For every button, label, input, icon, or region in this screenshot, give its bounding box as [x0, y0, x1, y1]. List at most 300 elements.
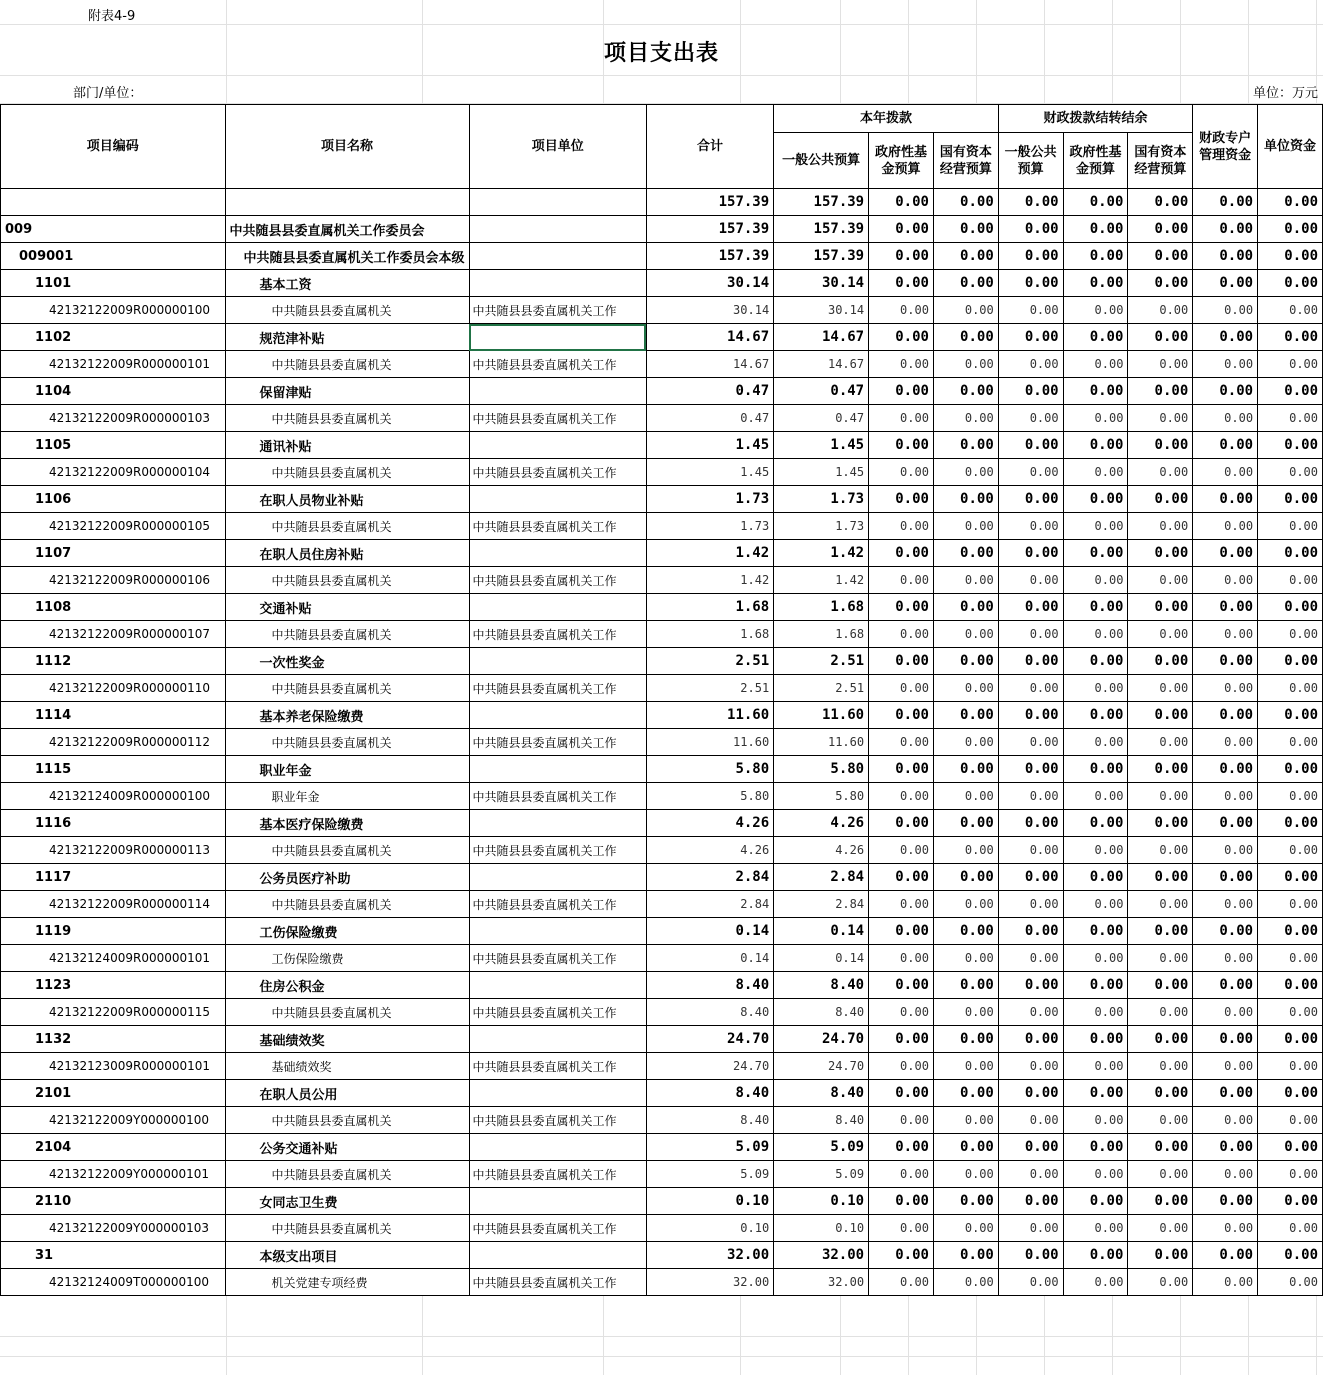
cell-project-code[interactable]: 2110: [1, 1188, 226, 1215]
cell-carry-state[interactable]: 0.00: [1128, 1161, 1193, 1188]
cell-unit-fund[interactable]: 0.00: [1258, 1242, 1323, 1269]
cell-cur-state[interactable]: 0.00: [933, 270, 998, 297]
header-current-general-budget[interactable]: 一般公共预算: [774, 133, 869, 189]
cell-unit-fund[interactable]: 0.00: [1258, 810, 1323, 837]
cell-cur-general[interactable]: 24.70: [774, 1053, 869, 1080]
cell-project-code[interactable]: 42132122009Y000000103: [1, 1215, 226, 1242]
cell-carry-state[interactable]: 0.00: [1128, 891, 1193, 918]
cell-carry-general[interactable]: 0.00: [998, 405, 1063, 432]
cell-cur-general[interactable]: 8.40: [774, 1080, 869, 1107]
cell-carry-state[interactable]: 0.00: [1128, 1026, 1193, 1053]
cell-project-code[interactable]: 1132: [1, 1026, 226, 1053]
header-carry-general-budget[interactable]: 一般公共预算: [998, 133, 1063, 189]
cell-carry-state[interactable]: 0.00: [1128, 783, 1193, 810]
cell-project-name[interactable]: 中共随县县委直属机关: [225, 1161, 469, 1188]
cell-carry-state[interactable]: 0.00: [1128, 1269, 1193, 1296]
cell-carry-state[interactable]: 0.00: [1128, 405, 1193, 432]
cell-cur-general[interactable]: 1.45: [774, 432, 869, 459]
cell-cur-fund[interactable]: 0.00: [869, 837, 934, 864]
cell-carry-state[interactable]: 0.00: [1128, 621, 1193, 648]
cell-carry-state[interactable]: 0.00: [1128, 648, 1193, 675]
cell-special[interactable]: 0.00: [1193, 594, 1258, 621]
cell-cur-fund[interactable]: 0.00: [869, 783, 934, 810]
cell-carry-state[interactable]: 0.00: [1128, 378, 1193, 405]
page-title[interactable]: 项目支出表: [603, 40, 719, 66]
cell-carry-state[interactable]: 0.00: [1128, 297, 1193, 324]
cell-carry-state[interactable]: 0.00: [1128, 1188, 1193, 1215]
cell-project-name[interactable]: 基本工资: [225, 270, 469, 297]
cell-project-unit[interactable]: [469, 270, 646, 297]
cell-carry-general[interactable]: 0.00: [998, 648, 1063, 675]
cell-carry-fund[interactable]: 0.00: [1063, 567, 1128, 594]
cell-cur-state[interactable]: 0.00: [933, 675, 998, 702]
cell-cur-fund[interactable]: 0.00: [869, 1161, 934, 1188]
cell-carry-general[interactable]: 0.00: [998, 513, 1063, 540]
cell-carry-state[interactable]: 0.00: [1128, 729, 1193, 756]
cell-cur-state[interactable]: 0.00: [933, 621, 998, 648]
cell-project-code[interactable]: 42132122009R000000110: [1, 675, 226, 702]
cell-total[interactable]: 5.09: [646, 1134, 773, 1161]
cell-carry-general[interactable]: 0.00: [998, 1215, 1063, 1242]
cell-cur-fund[interactable]: 0.00: [869, 999, 934, 1026]
cell-project-unit[interactable]: [469, 486, 646, 513]
header-group-current-year[interactable]: 本年拨款: [774, 105, 999, 133]
cell-project-name[interactable]: 基本医疗保险缴费: [225, 810, 469, 837]
cell-cur-fund[interactable]: 0.00: [869, 1053, 934, 1080]
cell-carry-fund[interactable]: 0.00: [1063, 891, 1128, 918]
cell-project-code[interactable]: 42132122009R000000107: [1, 621, 226, 648]
cell-cur-fund[interactable]: 0.00: [869, 945, 934, 972]
cell-project-name[interactable]: 中共随县县委直属机关: [225, 891, 469, 918]
cell-cur-state[interactable]: 0.00: [933, 540, 998, 567]
cell-project-code[interactable]: 42132122009R000000101: [1, 351, 226, 378]
cell-project-unit[interactable]: [469, 756, 646, 783]
cell-total[interactable]: 1.42: [646, 567, 773, 594]
cell-project-unit[interactable]: 中共随县县委直属机关工作: [469, 837, 646, 864]
cell-special[interactable]: 0.00: [1193, 972, 1258, 999]
cell-project-unit[interactable]: 中共随县县委直属机关工作: [469, 729, 646, 756]
cell-project-name[interactable]: 在职人员物业补贴: [225, 486, 469, 513]
cell-carry-general[interactable]: 0.00: [998, 756, 1063, 783]
cell-project-name[interactable]: 中共随县县委直属机关: [225, 675, 469, 702]
cell-cur-fund[interactable]: 0.00: [869, 567, 934, 594]
cell-carry-general[interactable]: 0.00: [998, 540, 1063, 567]
cell-project-unit[interactable]: 中共随县县委直属机关工作: [469, 1107, 646, 1134]
cell-project-unit[interactable]: [469, 1026, 646, 1053]
cell-cur-general[interactable]: 0.14: [774, 945, 869, 972]
cell-cur-fund[interactable]: 0.00: [869, 756, 934, 783]
cell-special[interactable]: 0.00: [1193, 378, 1258, 405]
cell-project-name[interactable]: 通讯补贴: [225, 432, 469, 459]
cell-cur-general[interactable]: 24.70: [774, 1026, 869, 1053]
cell-cur-fund[interactable]: 0.00: [869, 1134, 934, 1161]
cell-special[interactable]: 0.00: [1193, 1107, 1258, 1134]
cell-carry-fund[interactable]: 0.00: [1063, 756, 1128, 783]
cell-project-name[interactable]: 公务员医疗补助: [225, 864, 469, 891]
cell-cur-fund[interactable]: 0.00: [869, 972, 934, 999]
cell-special[interactable]: 0.00: [1193, 1188, 1258, 1215]
cell-unit-fund[interactable]: 0.00: [1258, 621, 1323, 648]
cell-project-unit[interactable]: 中共随县县委直属机关工作: [469, 405, 646, 432]
cell-carry-state[interactable]: 0.00: [1128, 486, 1193, 513]
cell-unit-fund[interactable]: 0.00: [1258, 675, 1323, 702]
cell-cur-general[interactable]: 4.26: [774, 810, 869, 837]
cell-project-code[interactable]: 1108: [1, 594, 226, 621]
cell-special[interactable]: 0.00: [1193, 837, 1258, 864]
cell-carry-fund[interactable]: 0.00: [1063, 1053, 1128, 1080]
cell-total[interactable]: 1.73: [646, 486, 773, 513]
cell-carry-state[interactable]: 0.00: [1128, 459, 1193, 486]
cell-cur-fund[interactable]: 0.00: [869, 1269, 934, 1296]
cell-carry-general[interactable]: 0.00: [998, 999, 1063, 1026]
cell-carry-fund[interactable]: 0.00: [1063, 675, 1128, 702]
cell-cur-state[interactable]: 0.00: [933, 1053, 998, 1080]
cell-project-code[interactable]: [1, 189, 226, 216]
cell-unit-fund[interactable]: 0.00: [1258, 540, 1323, 567]
cell-carry-general[interactable]: 0.00: [998, 1026, 1063, 1053]
cell-carry-general[interactable]: 0.00: [998, 594, 1063, 621]
cell-carry-general[interactable]: 0.00: [998, 783, 1063, 810]
cell-carry-fund[interactable]: 0.00: [1063, 297, 1128, 324]
cell-cur-fund[interactable]: 0.00: [869, 810, 934, 837]
cell-carry-state[interactable]: 0.00: [1128, 675, 1193, 702]
cell-cur-general[interactable]: 2.51: [774, 675, 869, 702]
cell-project-unit[interactable]: 中共随县县委直属机关工作: [469, 783, 646, 810]
header-carry-fund-budget[interactable]: 政府性基金预算: [1063, 133, 1128, 189]
cell-project-name[interactable]: 基本养老保险缴费: [225, 702, 469, 729]
cell-special[interactable]: 0.00: [1193, 1053, 1258, 1080]
cell-cur-fund[interactable]: 0.00: [869, 270, 934, 297]
cell-cur-general[interactable]: 5.09: [774, 1161, 869, 1188]
cell-special[interactable]: 0.00: [1193, 1161, 1258, 1188]
cell-carry-fund[interactable]: 0.00: [1063, 648, 1128, 675]
cell-unit-fund[interactable]: 0.00: [1258, 729, 1323, 756]
cell-project-name[interactable]: 在职人员公用: [225, 1080, 469, 1107]
cell-cur-fund[interactable]: 0.00: [869, 351, 934, 378]
cell-cur-fund[interactable]: 0.00: [869, 864, 934, 891]
cell-unit-fund[interactable]: 0.00: [1258, 783, 1323, 810]
cell-cur-state[interactable]: 0.00: [933, 864, 998, 891]
cell-total[interactable]: 2.84: [646, 891, 773, 918]
cell-carry-fund[interactable]: 0.00: [1063, 810, 1128, 837]
cell-cur-general[interactable]: 1.42: [774, 567, 869, 594]
cell-project-unit[interactable]: 中共随县县委直属机关工作: [469, 675, 646, 702]
cell-special[interactable]: 0.00: [1193, 1269, 1258, 1296]
cell-project-code[interactable]: 1107: [1, 540, 226, 567]
cell-carry-general[interactable]: 0.00: [998, 486, 1063, 513]
cell-carry-fund[interactable]: 0.00: [1063, 594, 1128, 621]
cell-cur-state[interactable]: 0.00: [933, 918, 998, 945]
cell-cur-general[interactable]: 0.10: [774, 1215, 869, 1242]
cell-project-code[interactable]: 42132122009R000000114: [1, 891, 226, 918]
cell-cur-fund[interactable]: 0.00: [869, 540, 934, 567]
cell-carry-fund[interactable]: 0.00: [1063, 216, 1128, 243]
cell-cur-fund[interactable]: 0.00: [869, 675, 934, 702]
cell-cur-general[interactable]: 5.09: [774, 1134, 869, 1161]
cell-carry-general[interactable]: 0.00: [998, 1242, 1063, 1269]
cell-total[interactable]: 157.39: [646, 189, 773, 216]
cell-project-unit[interactable]: 中共随县县委直属机关工作: [469, 567, 646, 594]
cell-unit-fund[interactable]: 0.00: [1258, 378, 1323, 405]
cell-carry-state[interactable]: 0.00: [1128, 432, 1193, 459]
cell-carry-general[interactable]: 0.00: [998, 270, 1063, 297]
cell-carry-general[interactable]: 0.00: [998, 324, 1063, 351]
cell-carry-state[interactable]: 0.00: [1128, 1053, 1193, 1080]
cell-project-code[interactable]: 1104: [1, 378, 226, 405]
cell-project-name[interactable]: 中共随县县委直属机关: [225, 1215, 469, 1242]
cell-carry-fund[interactable]: 0.00: [1063, 1161, 1128, 1188]
cell-unit-fund[interactable]: 0.00: [1258, 270, 1323, 297]
cell-project-code[interactable]: 42132122009R000000115: [1, 999, 226, 1026]
cell-carry-fund[interactable]: 0.00: [1063, 351, 1128, 378]
cell-project-name[interactable]: 中共随县县委直属机关: [225, 297, 469, 324]
cell-carry-state[interactable]: 0.00: [1128, 1080, 1193, 1107]
header-carry-state-capital[interactable]: 国有资本经营预算: [1128, 133, 1193, 189]
cell-total[interactable]: 8.40: [646, 1107, 773, 1134]
cell-total[interactable]: 0.47: [646, 405, 773, 432]
cell-special[interactable]: 0.00: [1193, 945, 1258, 972]
cell-total[interactable]: 1.42: [646, 540, 773, 567]
cell-special[interactable]: 0.00: [1193, 756, 1258, 783]
cell-project-name[interactable]: 中共随县县委直属机关: [225, 513, 469, 540]
cell-unit-fund[interactable]: 0.00: [1258, 1026, 1323, 1053]
cell-special[interactable]: 0.00: [1193, 1026, 1258, 1053]
cell-cur-general[interactable]: 30.14: [774, 270, 869, 297]
cell-carry-general[interactable]: 0.00: [998, 891, 1063, 918]
cell-project-code[interactable]: 42132122009R000000105: [1, 513, 226, 540]
cell-project-name[interactable]: 中共随县县委直属机关: [225, 459, 469, 486]
cell-project-unit[interactable]: [469, 918, 646, 945]
cell-carry-fund[interactable]: 0.00: [1063, 405, 1128, 432]
cell-total[interactable]: 30.14: [646, 270, 773, 297]
cell-special[interactable]: 0.00: [1193, 918, 1258, 945]
cell-unit-fund[interactable]: 0.00: [1258, 945, 1323, 972]
cell-special[interactable]: 0.00: [1193, 891, 1258, 918]
cell-project-unit[interactable]: [469, 972, 646, 999]
cell-carry-state[interactable]: 0.00: [1128, 702, 1193, 729]
cell-cur-general[interactable]: 1.73: [774, 486, 869, 513]
cell-special[interactable]: 0.00: [1193, 189, 1258, 216]
cell-project-code[interactable]: 1115: [1, 756, 226, 783]
cell-special[interactable]: 0.00: [1193, 621, 1258, 648]
cell-cur-fund[interactable]: 0.00: [869, 1215, 934, 1242]
cell-carry-fund[interactable]: 0.00: [1063, 702, 1128, 729]
cell-total[interactable]: 5.80: [646, 756, 773, 783]
cell-cur-fund[interactable]: 0.00: [869, 432, 934, 459]
cell-total[interactable]: 1.68: [646, 594, 773, 621]
cell-cur-fund[interactable]: 0.00: [869, 486, 934, 513]
cell-cur-state[interactable]: 0.00: [933, 432, 998, 459]
cell-cur-general[interactable]: 1.68: [774, 594, 869, 621]
cell-carry-general[interactable]: 0.00: [998, 1053, 1063, 1080]
cell-project-name[interactable]: 中共随县县委直属机关工作委员会本级: [225, 243, 469, 270]
cell-project-code[interactable]: 1105: [1, 432, 226, 459]
cell-project-unit[interactable]: [469, 324, 646, 351]
cell-total[interactable]: 24.70: [646, 1053, 773, 1080]
cell-project-name[interactable]: 保留津贴: [225, 378, 469, 405]
cell-project-name[interactable]: 中共随县县委直属机关: [225, 405, 469, 432]
cell-cur-general[interactable]: 2.84: [774, 891, 869, 918]
cell-project-code[interactable]: 42132124009R000000101: [1, 945, 226, 972]
cell-cur-fund[interactable]: 0.00: [869, 918, 934, 945]
cell-project-name[interactable]: 公务交通补贴: [225, 1134, 469, 1161]
cell-project-name[interactable]: 规范津补贴: [225, 324, 469, 351]
cell-project-code[interactable]: 42132122009R000000113: [1, 837, 226, 864]
cell-project-unit[interactable]: [469, 189, 646, 216]
cell-carry-general[interactable]: 0.00: [998, 567, 1063, 594]
cell-project-name[interactable]: 工伤保险缴费: [225, 945, 469, 972]
cell-carry-state[interactable]: 0.00: [1128, 513, 1193, 540]
cell-cur-state[interactable]: 0.00: [933, 351, 998, 378]
cell-total[interactable]: 32.00: [646, 1242, 773, 1269]
cell-project-unit[interactable]: [469, 1134, 646, 1161]
cell-special[interactable]: 0.00: [1193, 729, 1258, 756]
cell-cur-fund[interactable]: 0.00: [869, 702, 934, 729]
cell-carry-general[interactable]: 0.00: [998, 378, 1063, 405]
cell-carry-state[interactable]: 0.00: [1128, 756, 1193, 783]
cell-cur-state[interactable]: 0.00: [933, 729, 998, 756]
cell-project-unit[interactable]: [469, 216, 646, 243]
cell-cur-state[interactable]: 0.00: [933, 243, 998, 270]
cell-project-unit[interactable]: [469, 540, 646, 567]
cell-project-unit[interactable]: 中共随县县委直属机关工作: [469, 1269, 646, 1296]
cell-cur-general[interactable]: 1.42: [774, 540, 869, 567]
cell-carry-fund[interactable]: 0.00: [1063, 864, 1128, 891]
cell-unit-fund[interactable]: 0.00: [1258, 999, 1323, 1026]
cell-project-name[interactable]: 中共随县县委直属机关: [225, 621, 469, 648]
cell-unit-fund[interactable]: 0.00: [1258, 1107, 1323, 1134]
cell-project-unit[interactable]: [469, 594, 646, 621]
cell-special[interactable]: 0.00: [1193, 432, 1258, 459]
header-total[interactable]: 合计: [646, 105, 773, 189]
cell-unit-fund[interactable]: 0.00: [1258, 189, 1323, 216]
cell-carry-fund[interactable]: 0.00: [1063, 1134, 1128, 1161]
cell-cur-state[interactable]: 0.00: [933, 324, 998, 351]
cell-special[interactable]: 0.00: [1193, 810, 1258, 837]
cell-unit-fund[interactable]: 0.00: [1258, 324, 1323, 351]
cell-carry-fund[interactable]: 0.00: [1063, 783, 1128, 810]
cell-total[interactable]: 1.45: [646, 459, 773, 486]
cell-unit-fund[interactable]: 0.00: [1258, 648, 1323, 675]
cell-project-name[interactable]: 女同志卫生费: [225, 1188, 469, 1215]
cell-total[interactable]: 0.10: [646, 1188, 773, 1215]
cell-special[interactable]: 0.00: [1193, 216, 1258, 243]
cell-project-code[interactable]: 1114: [1, 702, 226, 729]
cell-special[interactable]: 0.00: [1193, 459, 1258, 486]
cell-project-unit[interactable]: 中共随县县委直属机关工作: [469, 891, 646, 918]
cell-special[interactable]: 0.00: [1193, 297, 1258, 324]
cell-project-unit[interactable]: [469, 378, 646, 405]
cell-total[interactable]: 2.51: [646, 675, 773, 702]
cell-cur-general[interactable]: 1.68: [774, 621, 869, 648]
header-project-unit[interactable]: 项目单位: [469, 105, 646, 189]
cell-cur-fund[interactable]: 0.00: [869, 513, 934, 540]
cell-project-unit[interactable]: 中共随县县委直属机关工作: [469, 297, 646, 324]
cell-total[interactable]: 4.26: [646, 810, 773, 837]
cell-carry-general[interactable]: 0.00: [998, 1134, 1063, 1161]
cell-cur-state[interactable]: 0.00: [933, 216, 998, 243]
cell-carry-fund[interactable]: 0.00: [1063, 972, 1128, 999]
cell-cur-general[interactable]: 0.10: [774, 1188, 869, 1215]
cell-carry-state[interactable]: 0.00: [1128, 1215, 1193, 1242]
cell-cur-state[interactable]: 0.00: [933, 594, 998, 621]
cell-special[interactable]: 0.00: [1193, 486, 1258, 513]
cell-project-name[interactable]: 中共随县县委直属机关: [225, 1107, 469, 1134]
cell-project-unit[interactable]: 中共随县县委直属机关工作: [469, 1053, 646, 1080]
cell-cur-fund[interactable]: 0.00: [869, 243, 934, 270]
cell-carry-fund[interactable]: 0.00: [1063, 243, 1128, 270]
cell-unit-fund[interactable]: 0.00: [1258, 918, 1323, 945]
cell-carry-general[interactable]: 0.00: [998, 864, 1063, 891]
cell-carry-state[interactable]: 0.00: [1128, 810, 1193, 837]
cell-cur-general[interactable]: 2.84: [774, 864, 869, 891]
cell-cur-state[interactable]: 0.00: [933, 1188, 998, 1215]
cell-project-code[interactable]: 31: [1, 1242, 226, 1269]
cell-special[interactable]: 0.00: [1193, 702, 1258, 729]
cell-carry-state[interactable]: 0.00: [1128, 945, 1193, 972]
cell-carry-fund[interactable]: 0.00: [1063, 378, 1128, 405]
cell-total[interactable]: 0.14: [646, 945, 773, 972]
cell-special[interactable]: 0.00: [1193, 324, 1258, 351]
cell-carry-general[interactable]: 0.00: [998, 216, 1063, 243]
cell-cur-general[interactable]: 2.51: [774, 648, 869, 675]
cell-cur-fund[interactable]: 0.00: [869, 1242, 934, 1269]
cell-cur-general[interactable]: 8.40: [774, 972, 869, 999]
cell-total[interactable]: 5.09: [646, 1161, 773, 1188]
cell-carry-fund[interactable]: 0.00: [1063, 1107, 1128, 1134]
cell-carry-fund[interactable]: 0.00: [1063, 729, 1128, 756]
cell-cur-general[interactable]: 0.47: [774, 405, 869, 432]
cell-special[interactable]: 0.00: [1193, 513, 1258, 540]
cell-project-code[interactable]: 42132122009Y000000100: [1, 1107, 226, 1134]
cell-total[interactable]: 24.70: [646, 1026, 773, 1053]
cell-carry-state[interactable]: 0.00: [1128, 270, 1193, 297]
cell-project-unit[interactable]: 中共随县县委直属机关工作: [469, 999, 646, 1026]
cell-special[interactable]: 0.00: [1193, 864, 1258, 891]
cell-cur-state[interactable]: 0.00: [933, 1026, 998, 1053]
cell-project-code[interactable]: 1112: [1, 648, 226, 675]
cell-cur-fund[interactable]: 0.00: [869, 405, 934, 432]
cell-cur-state[interactable]: 0.00: [933, 945, 998, 972]
cell-project-unit[interactable]: [469, 1188, 646, 1215]
cell-project-code[interactable]: 1101: [1, 270, 226, 297]
cell-project-name[interactable]: 中共随县县委直属机关工作委员会: [225, 216, 469, 243]
cell-project-code[interactable]: 2104: [1, 1134, 226, 1161]
cell-cur-general[interactable]: 0.47: [774, 378, 869, 405]
cell-project-code[interactable]: 1102: [1, 324, 226, 351]
cell-project-name[interactable]: 基础绩效奖: [225, 1053, 469, 1080]
cell-project-code[interactable]: 1119: [1, 918, 226, 945]
cell-carry-fund[interactable]: 0.00: [1063, 1242, 1128, 1269]
cell-total[interactable]: 2.51: [646, 648, 773, 675]
cell-unit-fund[interactable]: 0.00: [1258, 972, 1323, 999]
cell-total[interactable]: 2.84: [646, 864, 773, 891]
cell-project-unit[interactable]: 中共随县县委直属机关工作: [469, 1161, 646, 1188]
cell-cur-fund[interactable]: 0.00: [869, 1188, 934, 1215]
cell-total[interactable]: 8.40: [646, 1080, 773, 1107]
cell-project-code[interactable]: 42132122009Y000000101: [1, 1161, 226, 1188]
cell-cur-state[interactable]: 0.00: [933, 297, 998, 324]
cell-cur-fund[interactable]: 0.00: [869, 1026, 934, 1053]
cell-cur-state[interactable]: 0.00: [933, 405, 998, 432]
cell-special[interactable]: 0.00: [1193, 1134, 1258, 1161]
cell-special[interactable]: 0.00: [1193, 351, 1258, 378]
cell-carry-fund[interactable]: 0.00: [1063, 1080, 1128, 1107]
cell-cur-general[interactable]: 1.73: [774, 513, 869, 540]
cell-unit-fund[interactable]: 0.00: [1258, 216, 1323, 243]
cell-cur-state[interactable]: 0.00: [933, 486, 998, 513]
cell-cur-state[interactable]: 0.00: [933, 1161, 998, 1188]
